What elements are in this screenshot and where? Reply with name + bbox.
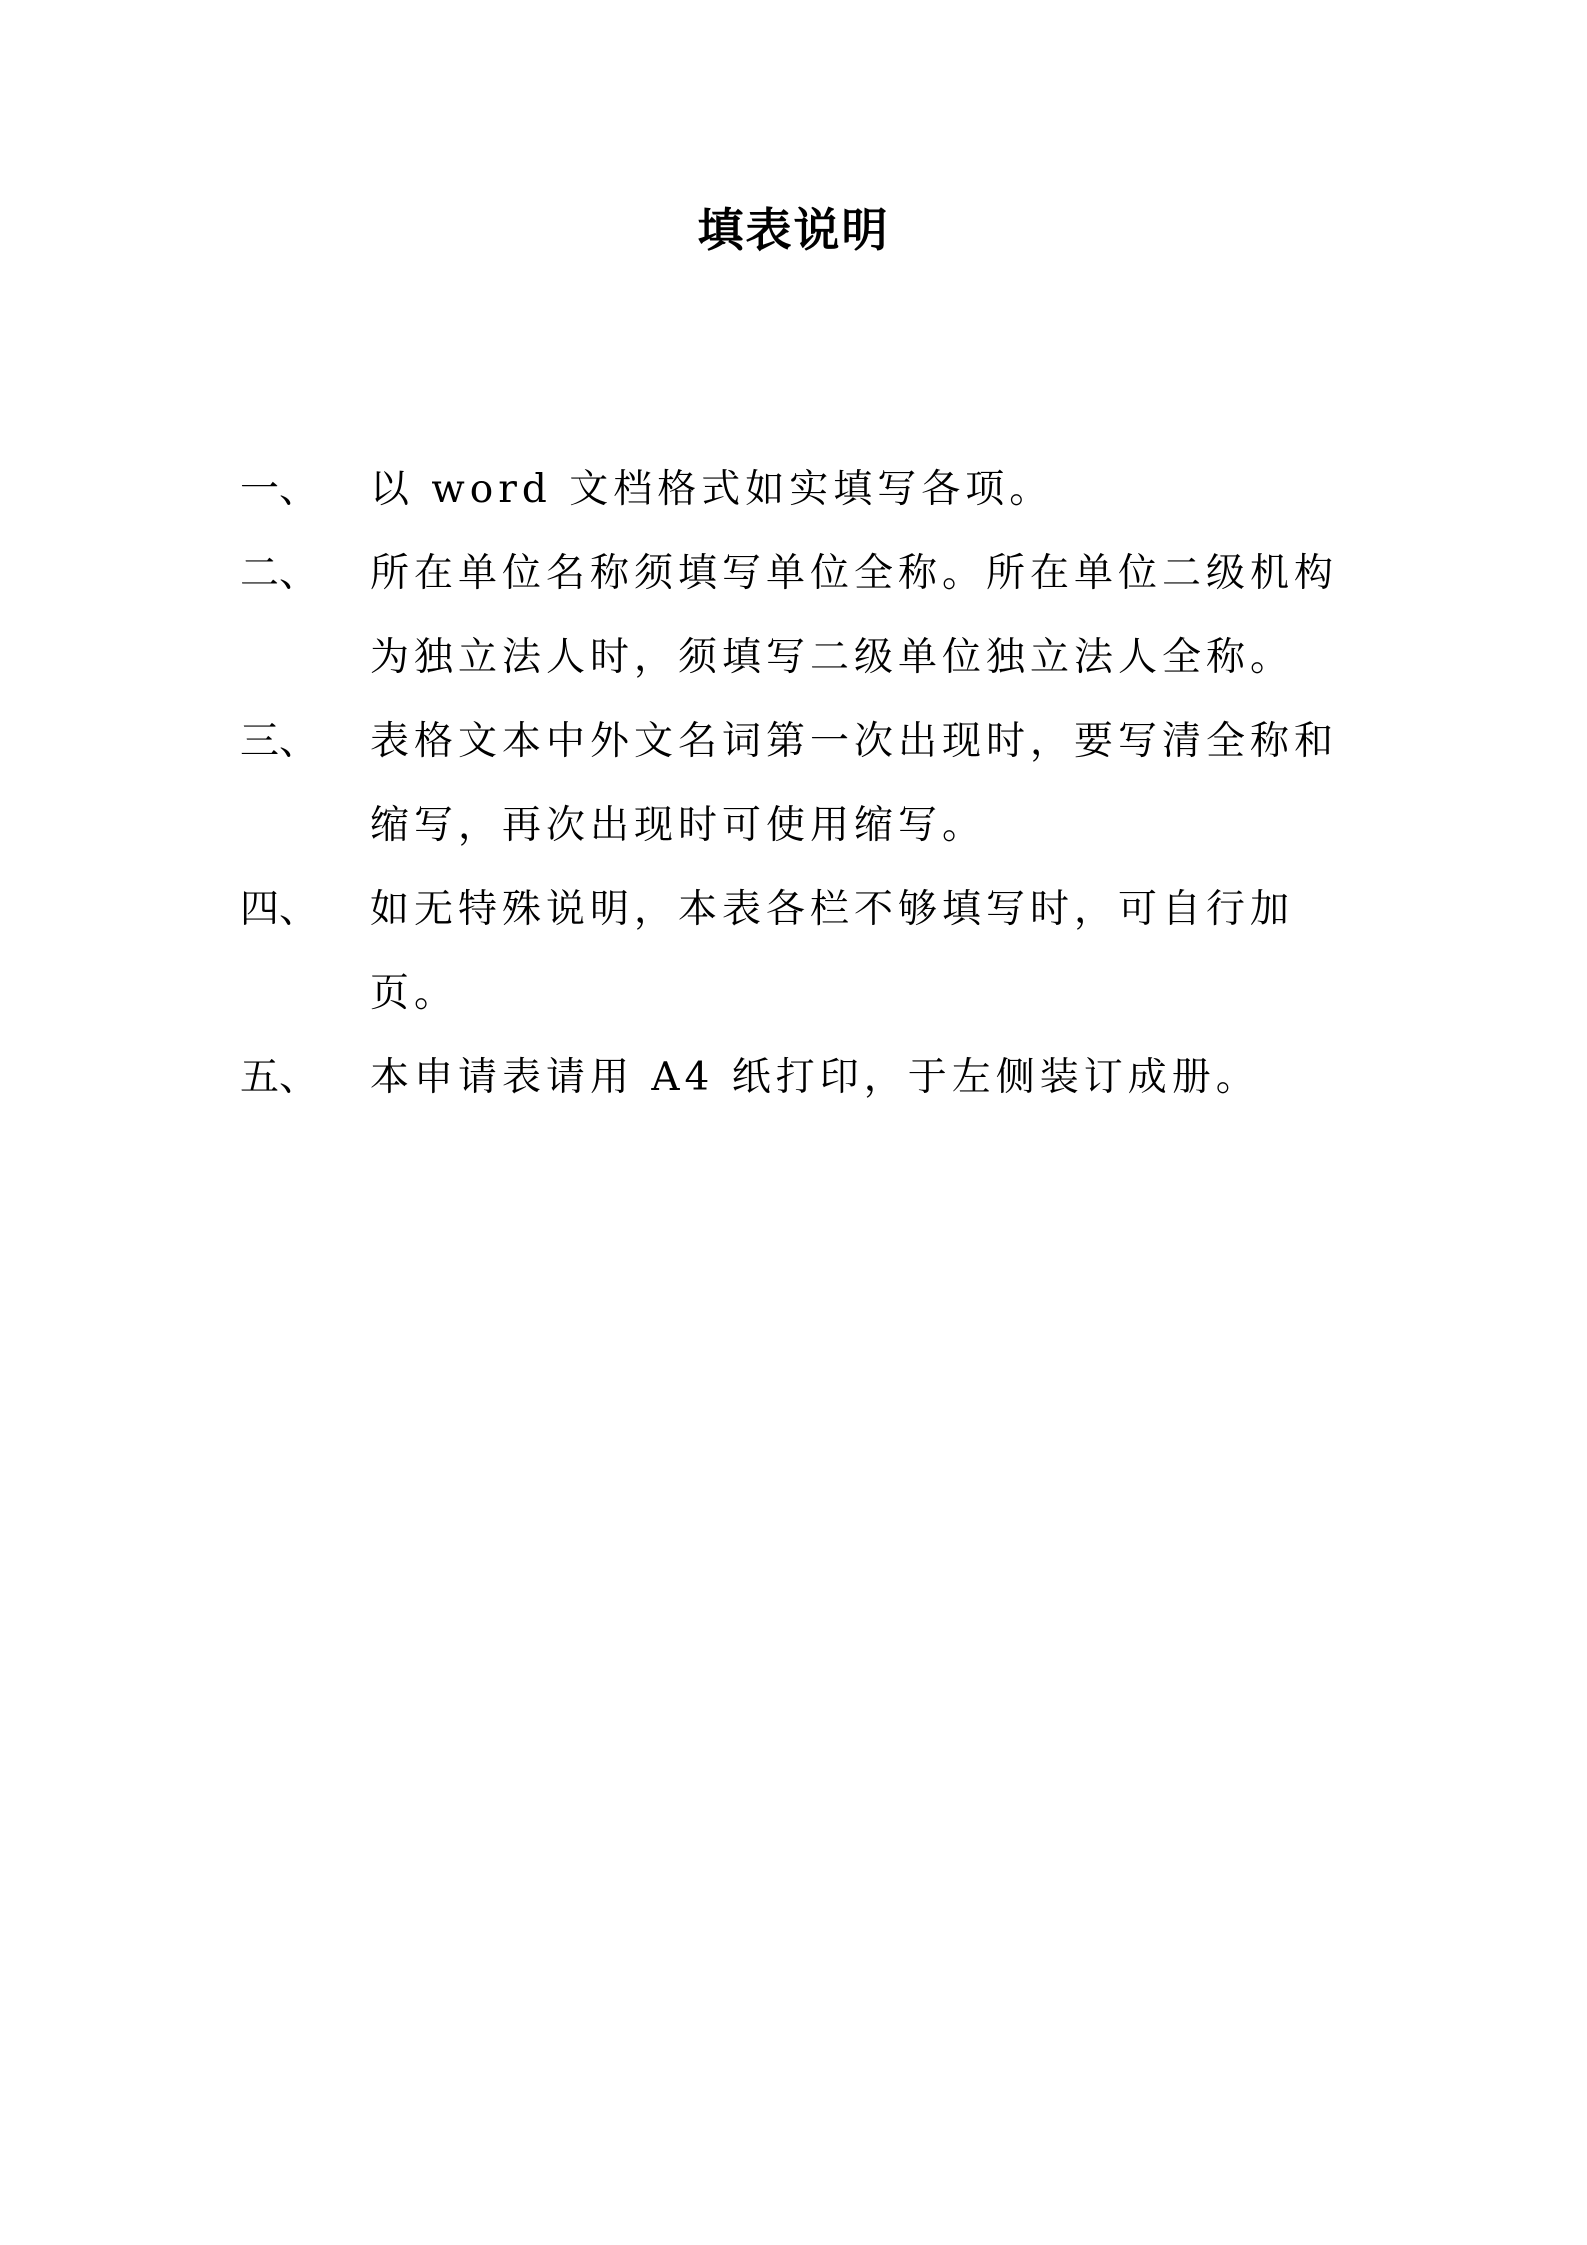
instruction-number: 一、 <box>240 467 319 512</box>
instruction-item-1 <box>240 448 1360 532</box>
instruction-number: 四、 <box>240 887 319 932</box>
instruction-list <box>240 448 1360 1120</box>
instruction-text: 表格文本中外文名词第一次出现时，要写清全称和缩写，再次出现时可使用缩写。 <box>370 719 1339 848</box>
instruction-item-4 <box>240 868 1360 1036</box>
instruction-text: 本申请表请用 A4 纸打印，于左侧装订成册。 <box>370 1055 1260 1100</box>
page-title: 填表说明 <box>697 203 890 257</box>
instruction-text: 如无特殊说明，本表各栏不够填写时，可自行加页。 <box>370 887 1295 1016</box>
instruction-number: 五、 <box>240 1055 319 1100</box>
instruction-item-5 <box>240 1036 1360 1120</box>
instruction-item-3 <box>240 700 1360 868</box>
instruction-number: 三、 <box>240 719 319 764</box>
instruction-text: 以 word 文档格式如实填写各项。 <box>370 467 1054 512</box>
instruction-text: 所在单位名称须填写单位全称。所在单位二级机构为独立法人时，须填写二级单位独立法人全称。 <box>370 551 1339 680</box>
instruction-number: 二、 <box>240 551 319 596</box>
instruction-item-2 <box>240 532 1360 700</box>
